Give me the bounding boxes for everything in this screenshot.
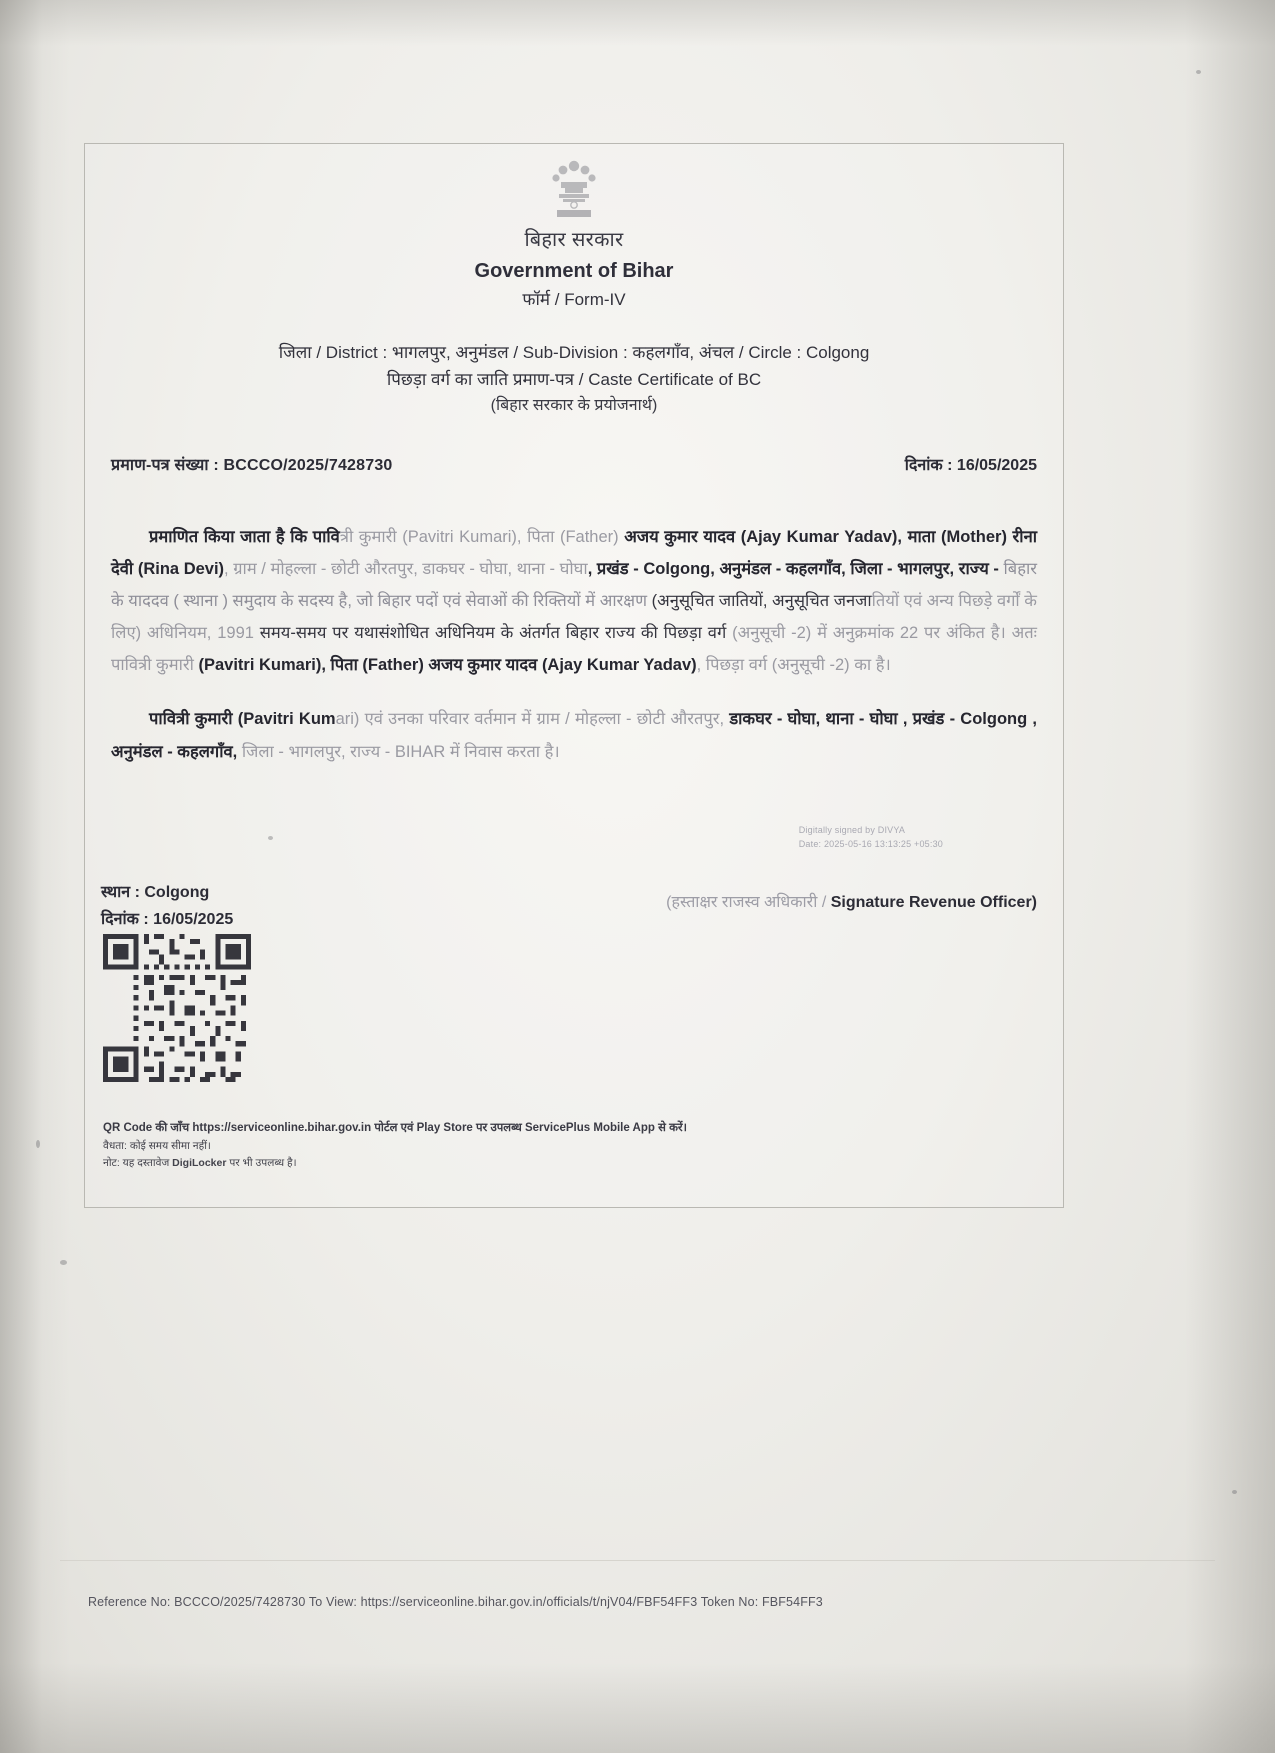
footnote-portal-url[interactable]: https://serviceonline.bihar.gov.in [192,1122,372,1134]
qr-code-icon[interactable] [103,934,251,1109]
reference-line: Reference No: BCCCO/2025/7428730 To View: https://serviceonline.bihar.gov.in/officials/t/njV04/FBF54FF3 Token No: FBF54FF3 [88,1595,823,1609]
header-hindi-title: बिहार सरकार [524,229,624,251]
header-form-line: फॉर्म / Form-IV [522,290,626,309]
footnote-validity: वैधता: कोई समय सीमा नहीं। [103,1139,211,1152]
para1-segment-6: (Pavitri Kumari), पिता (Father) अजय कुमार यादव (Ajay Kumar Yadav) [193,656,697,675]
digital-signature-stamp [799,824,943,851]
para1-segment-2: अजय कुमार यादव (Ajay Kumar Yadav), माता (Mother) रीना देवी (Rina Devi) [111,527,1038,578]
footnote-digilocker-name: DigiLocker [172,1157,227,1170]
certificate-meta-row [85,453,1063,475]
para1-segment-3: , प्रखंड - Colgong, अनुमंडल - कहलगाँव, जिला - भागलपुर, राज्य - [587,559,1004,578]
footnote-digilocker-prefix: नोट: यह दस्तावेज [103,1157,173,1170]
emblem-container [85,154,1063,226]
para2-faded-2: जिला - भागलपुर, राज्य - BIHAR में निवास करता है। [241,742,560,761]
footnote-qr-instruction [103,1119,1043,1138]
para2-faded-1: ari) एवं उनका परिवार वर्तमान में ग्राम / मोहल्ला - छोटी औरतपुर, [335,710,725,729]
body-paragraph-1 [111,521,1037,682]
certificate-frame [84,143,1064,1208]
footnote-qr-mid: पोर्टल एवं Play Store पर उपलब्ध [371,1122,525,1134]
para1-faded-4: ातियों एवं अन्य पिछड़े वर्गों के लिए) अधिनियम, 1991 [111,591,1037,643]
purpose-line: (बिहार सरकार के प्रयोजनार्थ) [490,397,658,415]
para1-segment-4: (अनुसूचित जातियों, अनुसूचित जनज [647,591,872,610]
para1-faded-1: त्री कुमारी (Pavitri Kumari), पिता (Father) [339,527,619,546]
body-paragraph-2 [111,703,1037,767]
signature-label-english: Signature Revenue Officer) [830,894,1037,911]
stamp-line-1: Digitally signed by DIVYA [798,825,906,835]
para1-segment-5: समय-समय पर यथासंशोधित अधिनियम के अंतर्गत बिहार राज्य की पिछड़ा वर्ग [259,624,733,643]
issue-date-line: दिनांक : 16/05/2025 [101,911,234,929]
header-government-title: Government of Bihar [474,260,674,282]
footnote-qr-suffix: से करें। [654,1122,687,1134]
footnote-app-name: ServicePlus Mobile App [524,1122,655,1134]
para1-faded-2: , ग्राम / मोहल्ला - छोटी औरतपुर, डाकघर - घोघा, थाना - घोघा [224,559,588,578]
page-divider [60,1560,1215,1561]
district-line: जिला / District : भागलपुर, अनुमंडल / Sub-Division : कहलगाँव, अंचल / Circle : Colgong [278,342,870,362]
signature-label [666,890,1037,912]
para1-faded-6: , पिछड़ा वर्ग (अनुसूची -2) का है। [696,656,891,675]
district-block [85,339,1063,419]
para1-segment-1: प्रमाणित किया जाता है कि पावि [149,527,340,546]
place-line: स्थान : Colgong [101,884,210,901]
footnote-qr-prefix: QR Code की जाँच [103,1122,193,1134]
para1-faded-3: बिहार के याददव ( स्थाना ) समुदाय के सदस्य है, जो बिहार पदों एवं सेवाओं की रिक्तियों में आरक्षण [111,559,1037,610]
certificate-date: दिनांक : 16/05/2025 [904,456,1037,474]
india-state-emblem-icon [541,154,607,222]
footnote-digilocker-suffix: पर भी उपलब्ध है। [226,1157,297,1170]
certificate-body [85,521,1063,768]
signature-label-hindi: (हस्ताक्षर राजस्व अधिकारी / [666,894,827,911]
document-header [85,226,1063,313]
para2-segment-2: डाकघर - घोघा, थाना - घोघा , प्रखंड - Colgong , अनुमंडल - कहलगाँव, [111,710,1037,761]
certificate-number: प्रमाण-पत्र संख्या : BCCCO/2025/7428730 [111,456,393,474]
footnote-digilocker [103,1155,1043,1172]
certificate-type-line: पिछड़ा वर्ग का जाति प्रमाण-पत्र / Caste Certificate of BC [386,369,762,389]
footnotes-block [103,1119,1043,1173]
stamp-line-2: Date: 2025-05-16 13:13:25 +05:30 [798,838,943,849]
place-and-date-block [101,879,233,933]
para1-faded-5: (अनुसूची -2) में अनुक्रमांक 22 पर अंकित है। अतः पावित्री कुमारी [111,624,1037,675]
para2-segment-1: पावित्री कुमारी (Pavitri Kum [149,710,336,729]
